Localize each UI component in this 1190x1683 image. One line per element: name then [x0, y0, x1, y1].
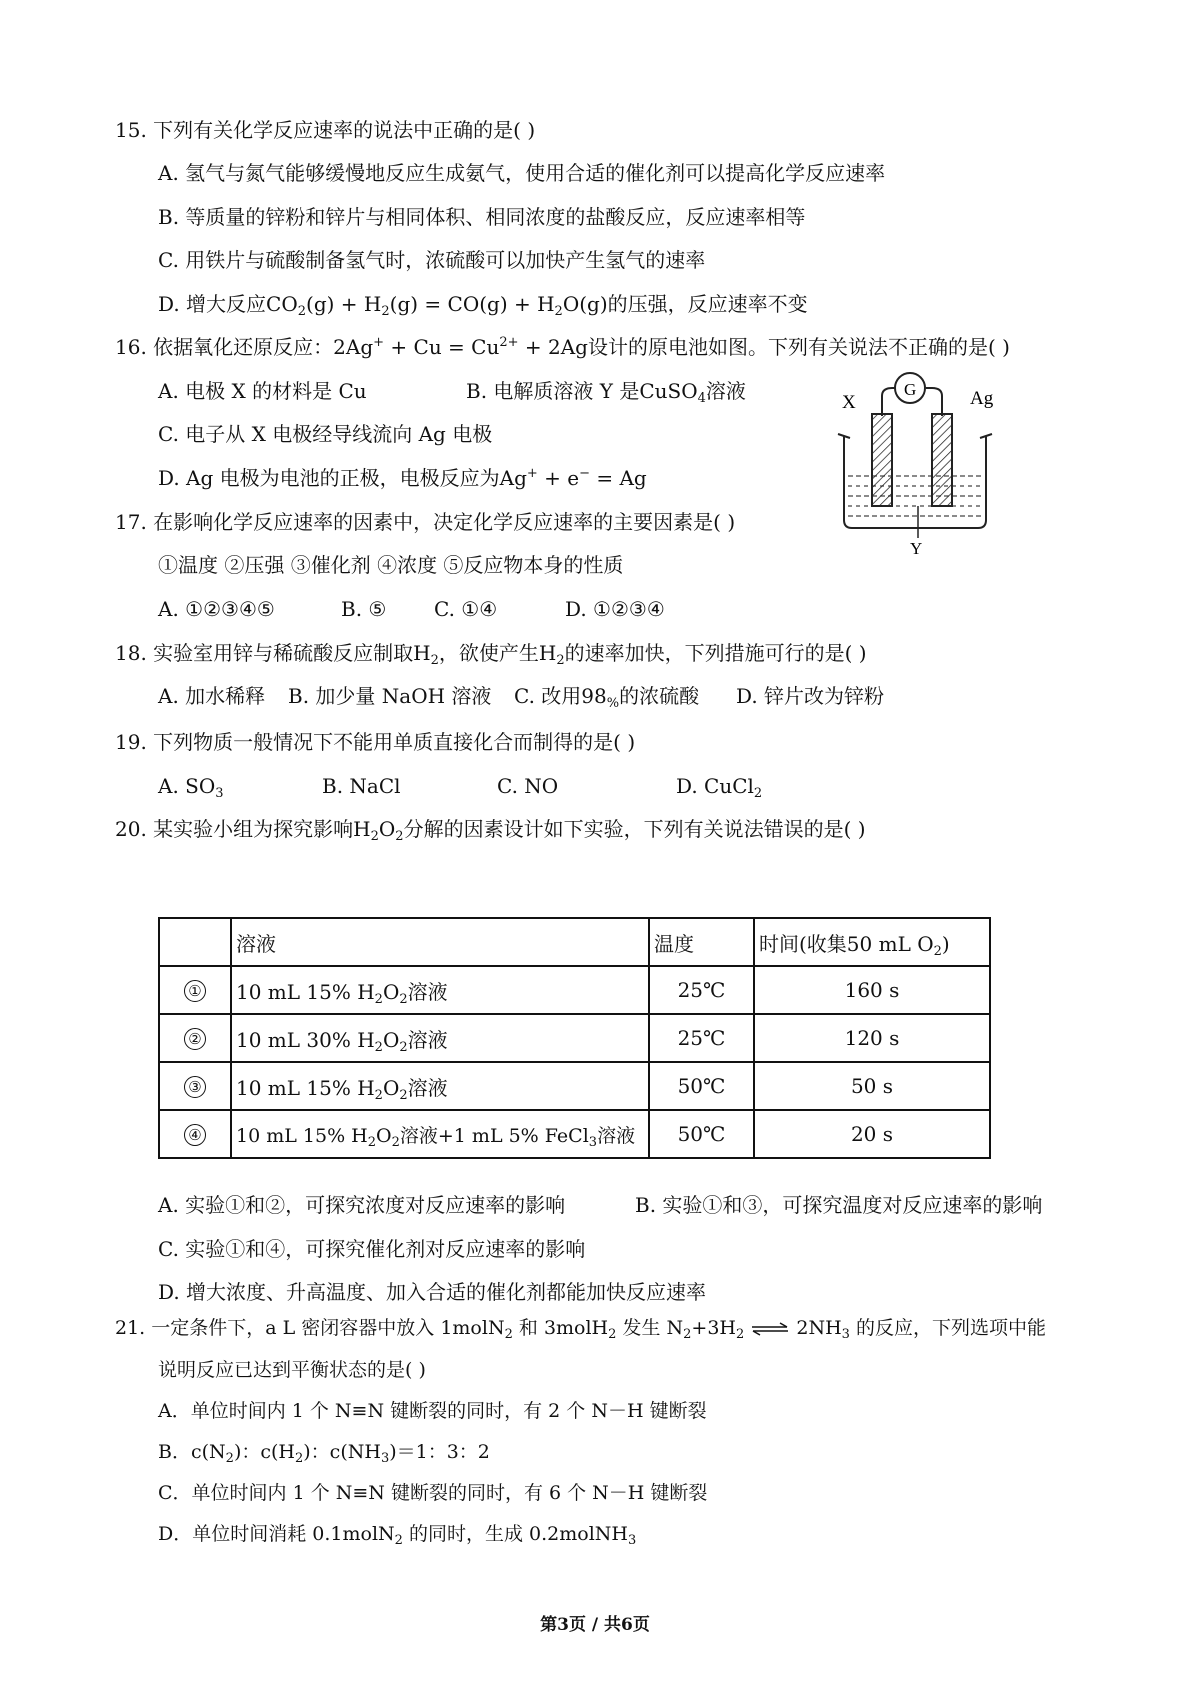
q19-option-c: C. NO: [497, 774, 559, 798]
table-header-cell: 溶液: [231, 918, 649, 966]
q15-option-a: A. 氢气与氮气能够缓慢地反应生成氨气，使用合适的催化剂可以提高化学反应速率: [158, 161, 886, 185]
q17-stem: 17. 在影响化学反应速率的因素中，决定化学反应速率的主要因素是( ): [115, 510, 736, 534]
table-row: [159, 1062, 990, 1110]
q19-option-d: D. CuCl$_2$: [676, 774, 763, 801]
beaker: [844, 436, 986, 528]
table-cell-time: 160 s: [754, 966, 990, 1014]
table-cell-no: ②: [159, 1014, 231, 1062]
q18-option-c: C. 改用$98_{\%}$的浓硫酸: [514, 684, 700, 711]
table-cell-temperature: 25℃: [649, 1014, 754, 1062]
q16-option-b: B. 电解质溶液 Y 是CuSO$_4$溶液: [466, 379, 746, 406]
q20-option-d: D. 增大浓度、升高温度、加入合适的催化剂都能加快反应速率: [158, 1280, 707, 1304]
q21-stem: 21. 一定条件下，a L 密闭容器中放入 1molN$_2$ 和 3molH$_2$ 发生 $N_2+3H_2$ $2NH_3$ 的反应，下列选项中能: [115, 1317, 1046, 1342]
table-cell-no: ④: [159, 1110, 231, 1158]
q21-option-b: B．$c(N_2)$：$c(H_2)$：$c(NH_3)=1$：3：2: [158, 1441, 490, 1466]
electrode-x: [872, 414, 892, 506]
page-footer: 第3页 / 共6页: [540, 1615, 650, 1635]
q20-option-b: B. 实验①和③，可探究温度对反应速率的影响: [635, 1193, 1043, 1217]
table-cell-no: ③: [159, 1062, 231, 1110]
electrolyte-solution: [848, 476, 982, 516]
galvanometer-label: G: [904, 380, 917, 399]
q17-option-c: C. ①④: [434, 597, 498, 621]
table-row: [159, 1110, 990, 1158]
table-row: [159, 966, 990, 1014]
table-cell-temperature: 25℃: [649, 966, 754, 1014]
q17-option-b: B. ⑤: [341, 597, 387, 621]
table-cell-time: 20 s: [754, 1110, 990, 1158]
q17-option-a: A. ①②③④⑤: [158, 597, 275, 621]
q16-option-c: C. 电子从 X 电极经导线流向 Ag 电极: [158, 422, 493, 446]
electrode-ag: [932, 414, 952, 506]
q18-option-d: D. 锌片改为锌粉: [736, 684, 885, 708]
electrolyte-y-label: Y: [910, 539, 923, 558]
table-header-row: [159, 918, 990, 966]
q18-option-a: A. 加水稀释: [158, 684, 266, 708]
q20-option-a: A. 实验①和②，可探究浓度对反应速率的影响: [158, 1193, 566, 1217]
table-header-cell: [159, 918, 231, 966]
table-cell-no: ①: [159, 966, 231, 1014]
table-cell-solution: 10 mL 30% $H_2O_2$溶液: [231, 1014, 649, 1062]
q19-option-a: A. $SO_3$: [158, 774, 224, 801]
q19-stem: 19. 下列物质一般情况下不能用单质直接化合而制得的是( ): [115, 730, 636, 754]
q21-stem-line2: 说明反应已达到平衡状态的是( ): [158, 1359, 426, 1381]
table-cell-solution: 10 mL 15% $H_2O_2$溶液: [231, 1062, 649, 1110]
equilibrium-arrow-icon: [750, 1322, 790, 1336]
q21-option-d: D．单位时间消耗 0.1molN$_2$ 的同时，生成 0.2molNH$_3$: [158, 1523, 637, 1548]
experiment-table: [158, 917, 991, 1159]
table-cell-solution: 10 mL 15% $H_2O_2$溶液+1 mL 5% FeCl$_3$溶液: [231, 1110, 649, 1158]
wire-right: [926, 388, 942, 416]
q20-stem: 20. 某实验小组为探究影响$H_2O_2$分解的因素设计如下实验，下列有关说法错误的是( ): [115, 817, 866, 844]
table-cell-temperature: 50℃: [649, 1110, 754, 1158]
wire-left: [882, 388, 895, 416]
q18-option-b: B. 加少量 NaOH 溶液: [288, 684, 492, 708]
q21-option-a: A．单位时间内 1 个 N≡N 键断裂的同时，有 2 个 N－H 键断裂: [158, 1400, 707, 1422]
table-cell-time: 120 s: [754, 1014, 990, 1062]
q18-stem: 18. 实验室用锌与稀硫酸反应制取$H_2$，欲使产生$H_2$的速率加快，下列措施可行的是( ): [115, 641, 867, 668]
q19-option-b: B. NaCl: [322, 774, 401, 798]
galvanic-cell-figure: [830, 368, 1010, 558]
table-cell-solution: 10 mL 15% $H_2O_2$溶液: [231, 966, 649, 1014]
q15-stem: 15. 下列有关化学反应速率的说法中正确的是( ): [115, 118, 536, 142]
q17-option-d: D. ①②③④: [565, 597, 665, 621]
q15-option-c: C. 用铁片与硫酸制备氢气时，浓硫酸可以加快产生氢气的速率: [158, 248, 706, 272]
table-cell-temperature: 50℃: [649, 1062, 754, 1110]
electrode-ag-label: Ag: [970, 388, 994, 409]
table-cell-time: 50 s: [754, 1062, 990, 1110]
q15-option-d: D. 增大反应$CO_2(g) + H_2(g) = CO(g) + H_2O(g)$的压强，反应速率不变: [158, 292, 808, 319]
q17-factors: ①温度 ②压强 ③催化剂 ④浓度 ⑤反应物本身的性质: [158, 553, 624, 577]
q16-option-d: D. Ag 电极为电池的正极，电极反应为Ag+ + e− = Ag: [158, 466, 647, 490]
q21-option-c: C．单位时间内 1 个 N≡N 键断裂的同时，有 6 个 N－H 键断裂: [158, 1482, 708, 1504]
q16-option-a: A. 电极 X 的材料是 Cu: [158, 379, 367, 403]
electrode-x-label: X: [842, 392, 856, 413]
table-header-cell: 时间(收集50 mL $O_2$): [754, 918, 990, 966]
table-header-cell: 温度: [649, 918, 754, 966]
q20-option-c: C. 实验①和④，可探究催化剂对反应速率的影响: [158, 1237, 586, 1261]
table-row: [159, 1014, 990, 1062]
q15-option-b: B. 等质量的锌粉和锌片与相同体积、相同浓度的盐酸反应，反应速率相等: [158, 205, 806, 229]
q16-stem: 16. 依据氧化还原反应：$2Ag^+ + Cu = Cu^{2+} + 2Ag$设计的原电池如图。下列有关说法不正确的是( ): [115, 335, 1010, 359]
